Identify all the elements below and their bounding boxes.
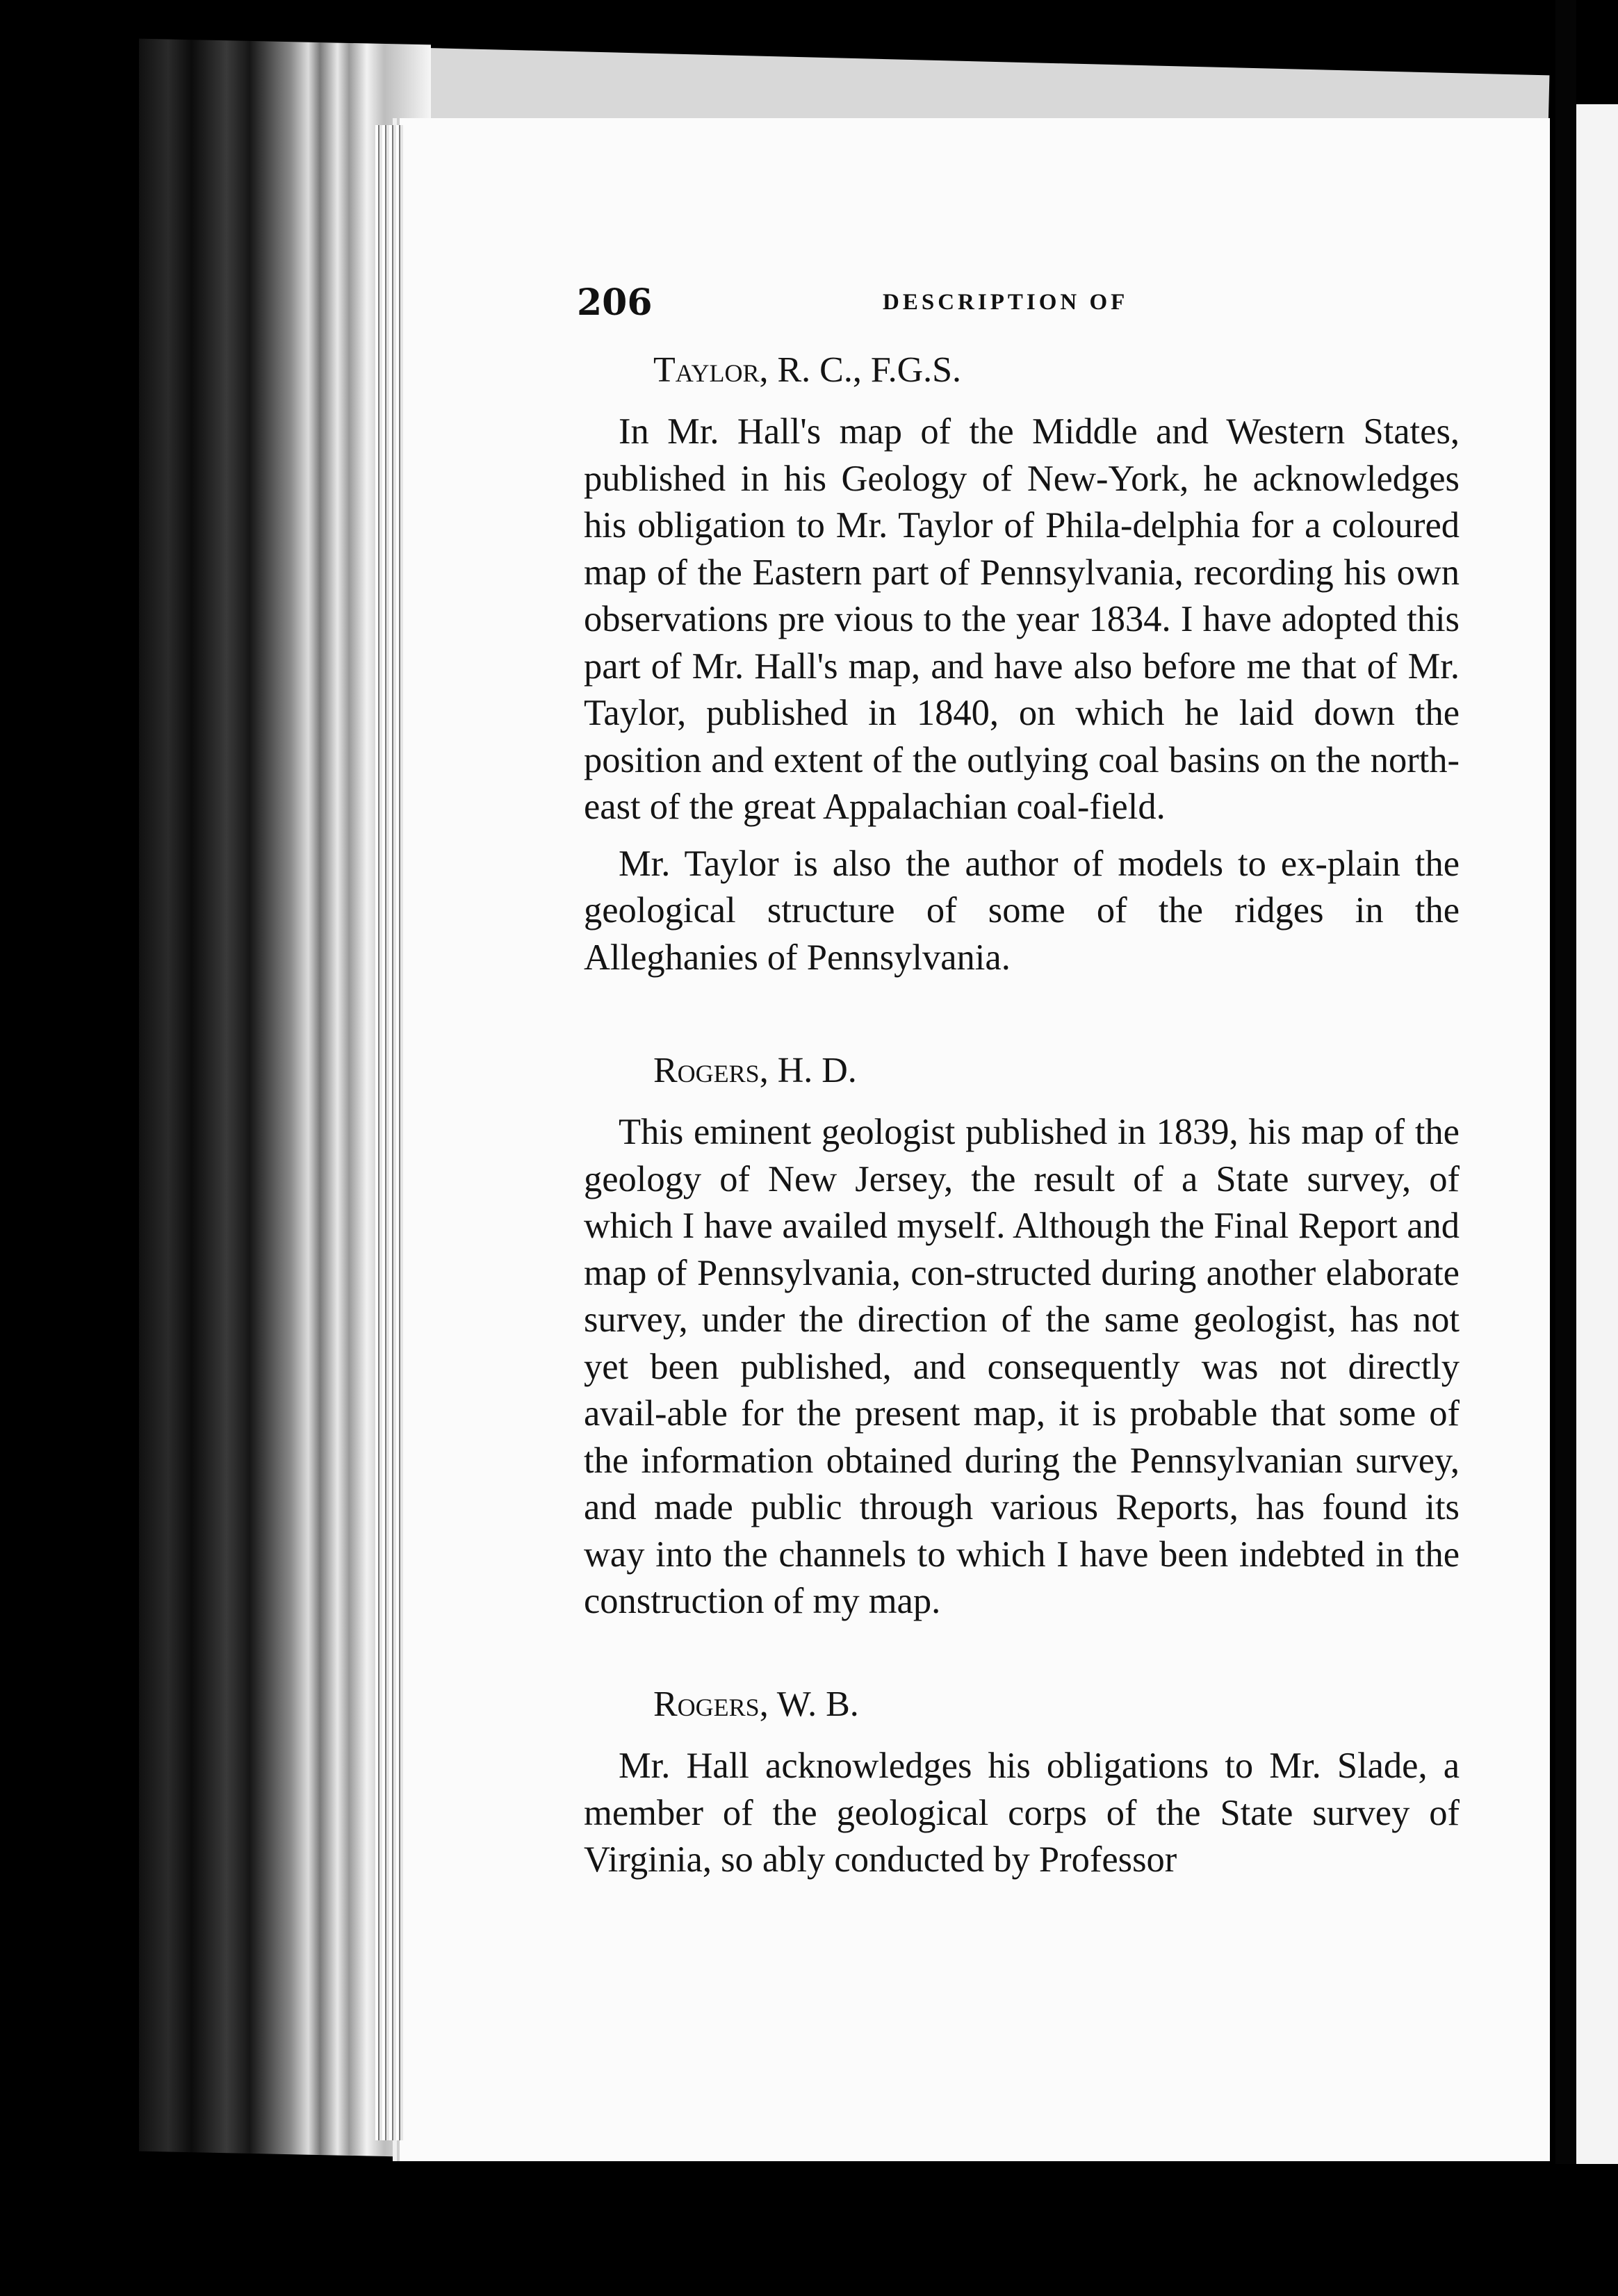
entry-heading: Rogers, W. B. [653, 1684, 859, 1724]
scan-bottom-margin [0, 2164, 1618, 2296]
entry-paragraph: In Mr. Hall's map of the Middle and Western States, published in his Geology of New-York, he acknowledges his obligation to Mr. Taylor of Phila-delphia for a coloured map of the Eastern part of Pennsylvania, recording his own observations pre vious to the year 1834. I have adopted this part of Mr. Hall's map, and have also before me that of Mr. Taylor, published in 1840, on which he laid down the position and extent of the outlying coal basins on the north-east of the great Appalachian coal-field. [584, 411, 1460, 827]
entry-paragraph: Mr. Taylor is also the author of models to ex-plain the geological structure of some of the ridges in the Alleghanies of Pennsylvania. [584, 843, 1460, 978]
entry-heading: Rogers, H. D. [653, 1051, 857, 1090]
gutter-shadow [1555, 0, 1576, 2296]
entry-rogers-wb [584, 1682, 1460, 1884]
entry-paragraph: This eminent geologist published in 1839, his map of the geology of New Jersey, the result of a State survey, of which I have availed myself. Although the Final Report and map of Pennsylvania, con-structed during another elaborate survey, under the direction of the same geologist, has not yet been published, and consequently was not directly avail-able for the present map, it is probable that some of the information obtained during the Pennsylvanian survey, and made public through various Reports, has found its way into the channels to which I have been indebted in the construction of my map. [584, 1112, 1460, 1621]
running-head [577, 281, 1480, 337]
facing-page-edge [1576, 104, 1618, 2189]
page-number: 206 [577, 281, 653, 324]
entry-heading: Taylor, R. C., F.G.S. [653, 350, 962, 390]
entry-paragraph: Mr. Hall acknowledges his obligations to Mr. Slade, a member of the geological corps of the State survey of Virginia, so ably conducted by Professor [584, 1746, 1460, 1880]
entry-taylor [584, 347, 1460, 981]
page-stack-strip [375, 125, 403, 2140]
running-title: DESCRIPTION OF [883, 290, 1129, 315]
entry-rogers-hd [584, 1048, 1460, 1625]
